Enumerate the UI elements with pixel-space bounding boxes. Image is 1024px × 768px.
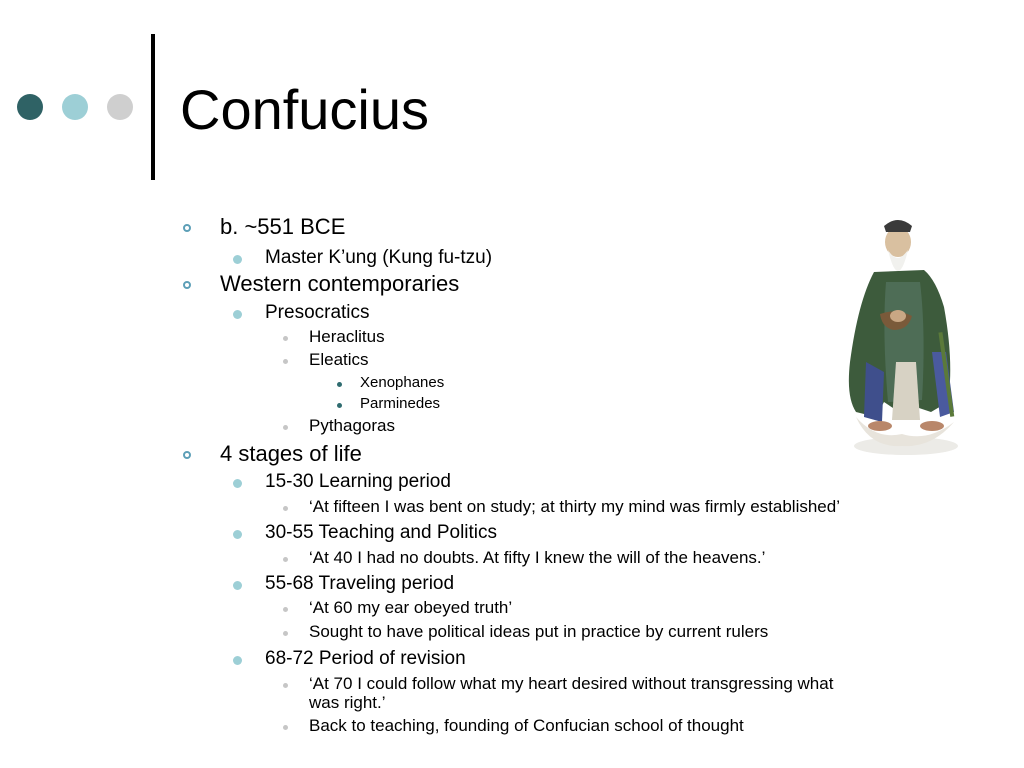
bullet-icon [337, 403, 342, 408]
bullet-icon [283, 557, 288, 562]
outline-item-text: Sought to have political ideas put in practice by current rulers [309, 622, 769, 641]
bullet-icon [183, 281, 191, 289]
outline-item-level3 [309, 548, 765, 568]
bullet-icon [233, 310, 242, 319]
outline-item-text: Western contemporaries [220, 271, 460, 296]
outline-item-text: Presocratics [265, 302, 370, 323]
outline-item-text: Heraclitus [309, 327, 385, 346]
outline-item-text: Eleatics [309, 350, 369, 369]
outline-item-text: b. ~551 BCE [220, 214, 346, 239]
outline-item-level3 [309, 674, 833, 694]
title-decoration-dots [17, 94, 133, 120]
outline-item-text: Xenophanes [360, 374, 445, 391]
outline-item-level1 [220, 214, 345, 240]
confucius-portrait-image [836, 212, 966, 457]
bullet-icon [283, 336, 288, 341]
bullet-icon [283, 725, 288, 730]
bullet-icon [183, 224, 191, 232]
bullet-icon [233, 530, 242, 539]
outline-item-level1 [220, 271, 459, 297]
title-divider-line [151, 34, 155, 180]
outline-item-continuation [309, 693, 386, 713]
bullet-icon [337, 382, 342, 387]
outline-item-level2 [265, 471, 451, 493]
bullet-icon [283, 359, 288, 364]
outline-item-level3 [309, 497, 840, 517]
outline-item-text: 15-30 Learning period [265, 471, 451, 492]
outline-item-text: 4 stages of life [220, 441, 362, 466]
bullet-icon [233, 581, 242, 590]
outline-item-level2 [265, 522, 497, 544]
outline-item-text: 55-68 Traveling period [265, 573, 455, 594]
outline-item-text: Back to teaching, founding of Confucian school of thought [309, 716, 744, 735]
outline-item-text: ‘At 40 I had no doubts. At fifty I knew the will of the heavens.’ [309, 548, 766, 567]
outline-item-level2 [265, 573, 454, 595]
dot-dark [17, 94, 43, 120]
outline-item-level4 [360, 374, 444, 392]
dot-light [107, 94, 133, 120]
outline-item-text: ‘At fifteen I was bent on study; at thirty my mind was firmly established’ [309, 497, 840, 516]
outline-item-text: 30-55 Teaching and Politics [265, 522, 498, 543]
outline-item-level2 [265, 648, 466, 670]
bullet-icon [283, 506, 288, 511]
outline-item-level4 [360, 395, 440, 413]
outline-item-text: Master K’ung (Kung fu-tzu) [265, 247, 493, 268]
outline-item-level3 [309, 327, 385, 347]
outline-item-level3 [309, 416, 395, 436]
bullet-icon [283, 607, 288, 612]
bullet-icon [283, 683, 288, 688]
outline-item-level3 [309, 350, 369, 370]
dot-mid [62, 94, 88, 120]
outline-item-text: ‘At 60 my ear obeyed truth’ [309, 598, 513, 617]
outline-item-level2 [265, 302, 370, 324]
bullet-icon [233, 255, 242, 264]
outline-item-text: ‘At 70 I could follow what my heart desired without transgressing what [309, 674, 834, 693]
outline-item-text: Parminedes [360, 395, 441, 412]
outline-item-level3 [309, 622, 768, 642]
bullet-icon [183, 451, 191, 459]
outline-item-level3 [309, 598, 512, 618]
bullet-icon [233, 479, 242, 488]
outline-item-text: Pythagoras [309, 416, 395, 435]
outline-item-level3 [309, 716, 744, 736]
slide-title: Confucius [180, 78, 430, 141]
outline-item-level2 [265, 247, 492, 269]
bullet-icon [283, 425, 288, 430]
bullet-icon [233, 656, 242, 665]
outline-item-text: was right.’ [309, 693, 386, 712]
outline-item-text: 68-72 Period of revision [265, 648, 466, 669]
bullet-icon [283, 631, 288, 636]
outline-item-level1 [220, 441, 362, 467]
